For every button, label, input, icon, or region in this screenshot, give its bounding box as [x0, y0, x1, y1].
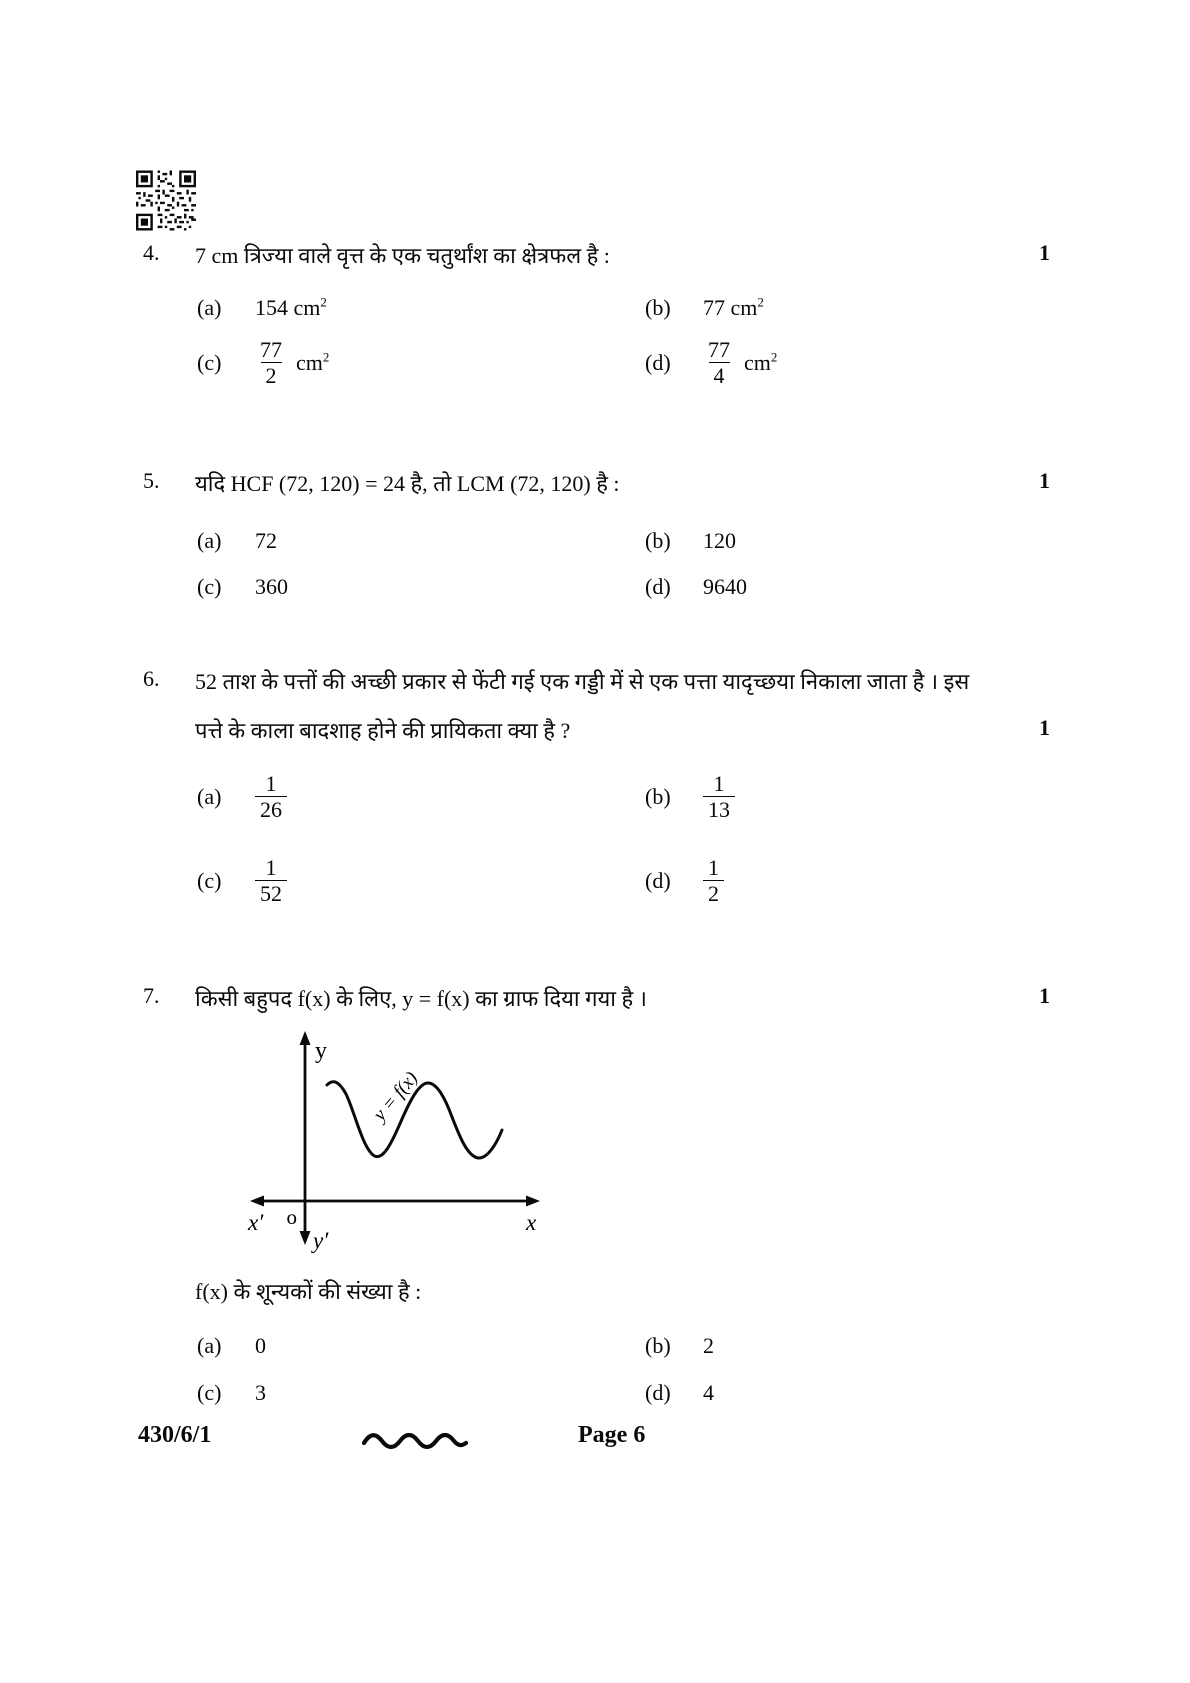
option-d: [645, 1380, 714, 1406]
fraction: $\frac{77}{4}$: [708, 337, 730, 389]
option-value: 77 $cm^2$: [703, 294, 764, 320]
marks-value: 1: [1039, 468, 1050, 493]
x-axis-right-label: x: [526, 1210, 537, 1235]
option-label: (c): [197, 867, 222, 893]
question-text-line2: पत्ते के काला बादशाह होने की प्रायिकता क्या है ?: [195, 718, 571, 743]
option-c: [197, 574, 288, 600]
option-label: (c): [197, 1380, 222, 1405]
option-value: 9640: [703, 574, 747, 599]
option-label: (d): [645, 867, 671, 893]
option-label: (b): [645, 783, 671, 809]
marks-value: 1: [1039, 240, 1050, 265]
y-axis-arrow-down: [300, 1231, 311, 1245]
paper-code: 430/6/1: [138, 1422, 212, 1448]
question-number: 6.: [143, 666, 160, 691]
option-value: 72: [255, 528, 277, 553]
polynomial-graph: [240, 1018, 550, 1262]
x-axis-arrow-left: [250, 1196, 264, 1207]
marks-value: 1: [1039, 715, 1050, 740]
question-number: 7.: [143, 983, 160, 1008]
option-c: [197, 855, 287, 907]
qr-code-icon: [136, 168, 196, 233]
option-label: (b): [645, 295, 671, 320]
option-unit: $cm^2$: [296, 349, 330, 375]
x-axis-left-label: x′: [248, 1210, 264, 1235]
option-label: (d): [645, 349, 671, 375]
option-label: (a): [197, 783, 222, 809]
option-value: 2: [703, 1333, 714, 1358]
question-text: किसी बहुपद f(x) के लिए, y = f(x) का ग्राफ दिया गया है ।: [195, 986, 647, 1011]
option-a: [197, 528, 277, 554]
option-label: (d): [645, 1380, 671, 1405]
marks-value: 1: [1039, 983, 1050, 1008]
option-a: [197, 1333, 266, 1359]
fraction: $\frac{77}{2}$: [260, 337, 282, 389]
option-value: 154 $cm^2$: [255, 294, 327, 320]
y-axis-arrow-up: [300, 1031, 311, 1045]
option-value: 3: [255, 1380, 266, 1405]
option-c: [197, 1380, 266, 1406]
option-a: [197, 771, 287, 823]
option-label: (a): [197, 528, 222, 553]
option-d: [645, 337, 777, 389]
option-label: (a): [197, 295, 222, 320]
y-axis-top-label: y: [315, 1038, 327, 1064]
option-d: [645, 855, 724, 907]
option-label: (b): [645, 1333, 671, 1358]
question-text-line1: 52 ताश के पत्तों की अच्छी प्रकार से फेंटी गई एक गड्डी में से एक पत्ता यादृच्छया निकाला जाता है । इस: [195, 669, 970, 694]
option-label: (a): [197, 1333, 222, 1358]
option-label: (d): [645, 574, 671, 599]
option-b: [645, 1333, 714, 1359]
function-curve: [327, 1082, 502, 1158]
fraction: $\frac{1}{13}$: [703, 771, 735, 823]
option-label: (b): [645, 528, 671, 553]
option-b: [645, 295, 764, 321]
option-value: 4: [703, 1380, 714, 1405]
option-unit: $cm^2$: [744, 349, 778, 375]
option-value: 0: [255, 1333, 266, 1358]
fraction: $\frac{1}{2}$: [703, 855, 724, 907]
option-label: (c): [197, 574, 222, 599]
page-number: Page 6: [578, 1422, 646, 1448]
x-axis-arrow-right: [526, 1196, 540, 1207]
question-number: 4.: [143, 240, 160, 265]
question-subtext: f(x) के शून्यकों की संख्या है :: [195, 1279, 422, 1304]
option-value: 120: [703, 528, 736, 553]
question-text: 7 cm त्रिज्या वाले वृत्त के एक चतुर्थांश का क्षेत्रफल है :: [195, 243, 610, 268]
option-b: [645, 771, 735, 823]
option-c: [197, 337, 329, 389]
origin-label: o: [286, 1205, 297, 1229]
fraction: $\frac{1}{26}$: [255, 771, 287, 823]
y-axis-bottom-label: y′: [313, 1228, 329, 1253]
squiggle-divider: [360, 1430, 470, 1458]
option-b: [645, 528, 736, 554]
question-text: यदि HCF (72, 120) = 24 है, तो LCM (72, 120) है :: [195, 471, 620, 496]
question-number: 5.: [143, 468, 160, 493]
option-d: [645, 574, 747, 600]
option-value: 360: [255, 574, 288, 599]
curve-label: y = f(x): [369, 1067, 423, 1126]
fraction: $\frac{1}{52}$: [255, 855, 287, 907]
option-a: [197, 295, 327, 321]
option-label: (c): [197, 349, 222, 375]
